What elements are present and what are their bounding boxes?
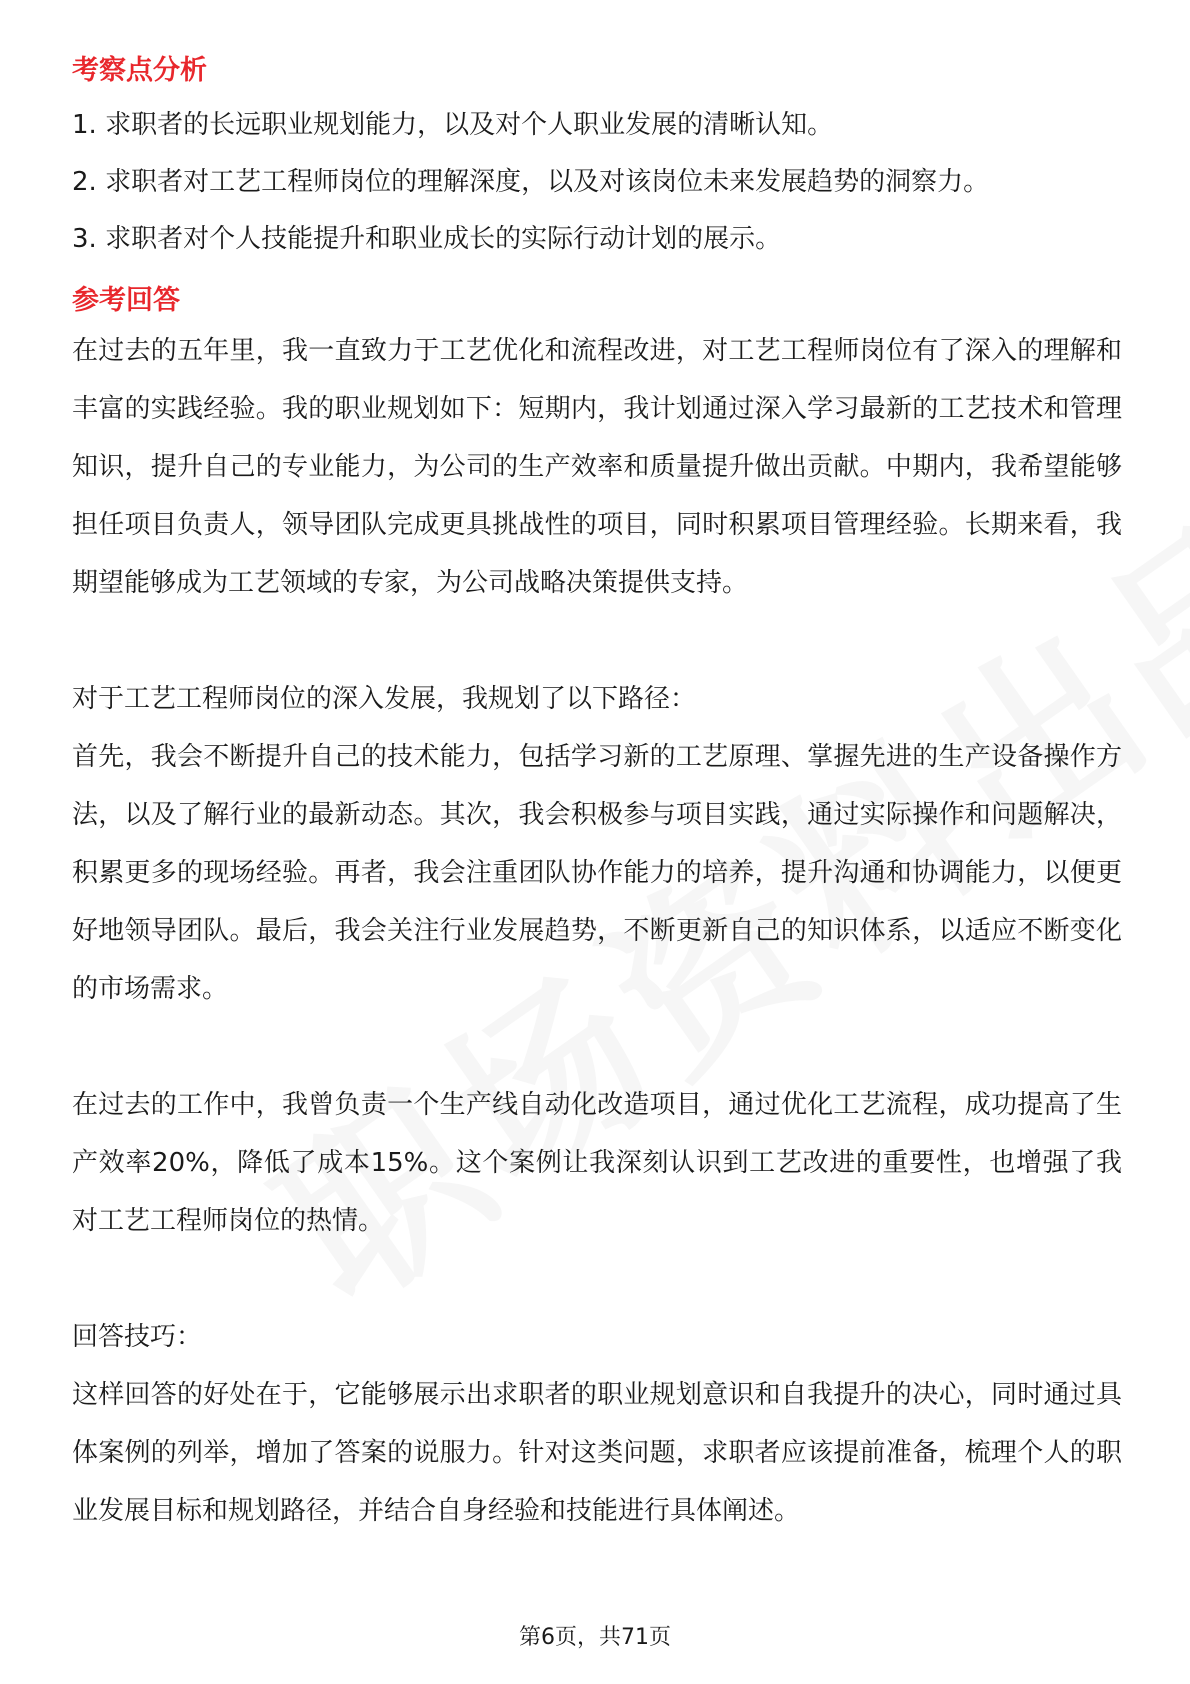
document-page bbox=[72, 50, 1122, 1540]
analysis-item-3: 3. 求职者对个人技能提升和职业成长的实际行动计划的展示。 bbox=[72, 224, 782, 254]
answer-paragraph-4: 在过去的工作中，我曾负责一个生产线自动化改造项目，通过优化工艺流程，成功提高了生产效率20%，降低了成本15%。这个案例让我深刻认识到工艺改进的重要性，也增强了我对工艺工程师岗位的热情。 bbox=[72, 1090, 1122, 1236]
section-title-analysis: 考察点分析 bbox=[72, 55, 207, 86]
answer-paragraph-1: 在过去的五年里，我一直致力于工艺优化和流程改进，对工艺工程师岗位有了深入的理解和丰富的实践经验。我的职业规划如下：短期内，我计划通过深入学习最新的工艺技术和管理知识，提升自己的专业能力，为公司的生产效率和质量提升做出贡献。中期内，我希望能够担任项目负责人，领导团队完成更具挑战性的项目，同时积累项目管理经验。长期来看，我期望能够成为工艺领域的专家，为公司战略决策提供支持。 bbox=[72, 336, 1122, 598]
tips-heading: 回答技巧： bbox=[72, 1322, 203, 1352]
analysis-item-1: 1. 求职者的长远职业规划能力，以及对个人职业发展的清晰认知。 bbox=[72, 110, 834, 140]
page-number: 第6页，共71页 bbox=[519, 1625, 671, 1650]
section-title-answer: 参考回答 bbox=[72, 285, 180, 316]
answer-paragraph-2: 对于工艺工程师岗位的深入发展，我规划了以下路径： bbox=[72, 684, 697, 714]
answer-paragraph-3: 首先，我会不断提升自己的技术能力，包括学习新的工艺原理、掌握先进的生产设备操作方法，以及了解行业的最新动态。其次，我会积极参与项目实践，通过实际操作和问题解决，积累更多的现场经验。再者，我会注重团队协作能力的培养，提升沟通和协调能力，以便更好地领导团队。最后，我会关注行业发展趋势，不断更新自己的知识体系，以适应不断变化的市场需求。 bbox=[72, 742, 1122, 1004]
analysis-item-2: 2. 求职者对工艺工程师岗位的理解深度，以及对该岗位未来发展趋势的洞察力。 bbox=[72, 167, 990, 197]
tips-paragraph: 这样回答的好处在于，它能够展示出求职者的职业规划意识和自我提升的决心，同时通过具体案例的列举，增加了答案的说服力。针对这类问题，求职者应该提前准备，梳理个人的职业发展目标和规划路径，并结合自身经验和技能进行具体阐述。 bbox=[72, 1380, 1122, 1526]
